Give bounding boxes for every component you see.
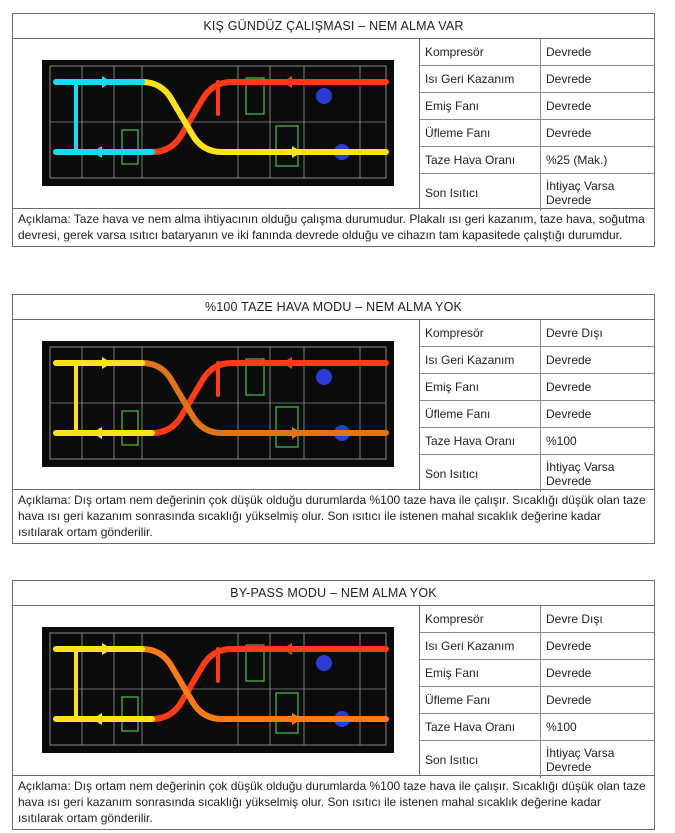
property-value: Devrede: [541, 633, 655, 660]
ahu-flow-diagram: [42, 341, 394, 467]
property-value: Devrede: [541, 660, 655, 687]
property-value: İhtiyaç Varsa Devrede: [546, 745, 615, 774]
mode-description: Açıklama: Dış ortam nem değerinin çok düşük olduğu durumlarda %100 taze hava ile çalışır. Sıcaklığı düşük olan taze hava ısı geri kazanım sonrasında sıcaklığı yükselmiş olur. Son ısıtıcı ile istenen mahal sıcaklık değerine kadar ısıtılarak ortam gönderilir.: [18, 493, 646, 539]
mode-title: KIŞ GÜNDÜZ ÇALIŞMASI – NEM ALMA VAR: [13, 14, 654, 39]
property-value: Devrede: [541, 93, 655, 120]
property-label: Isı Geri Kazanım: [420, 347, 541, 374]
property-row: [420, 374, 654, 401]
property-row: [420, 174, 654, 212]
property-label: Kompresör: [420, 606, 541, 633]
properties-table: [420, 39, 654, 211]
diagram-background: [42, 341, 394, 467]
mode-panel-fresh-air: [12, 294, 655, 544]
property-label: Emiş Fanı: [420, 93, 541, 120]
property-row: [420, 401, 654, 428]
property-label: Taze Hava Oranı: [420, 714, 541, 741]
mode-title: %100 TAZE HAVA MODU – NEM ALMA YOK: [13, 295, 654, 320]
property-label: Isı Geri Kazanım: [420, 66, 541, 93]
property-label: Taze Hava Oranı: [420, 147, 541, 174]
property-value: Devrede: [541, 401, 655, 428]
property-row: [420, 39, 654, 66]
diagram-background: [42, 60, 394, 186]
property-row: [420, 633, 654, 660]
ahu-flow-diagram: [42, 60, 394, 186]
property-label: Emiş Fanı: [420, 660, 541, 687]
property-row: [420, 455, 654, 493]
property-row: [420, 347, 654, 374]
property-row: [420, 660, 654, 687]
property-value: İhtiyaç Varsa Devrede: [546, 459, 615, 488]
diagram-frame: [42, 627, 394, 753]
mode-panel-winter-day: [12, 13, 655, 247]
properties-table: [420, 320, 654, 492]
property-label: Üfleme Fanı: [420, 687, 541, 714]
mode-description: Açıklama: Dış ortam nem değerinin çok düşük olduğu durumlarda %100 taze hava ile çalışır. Sıcaklığı düşük olan taze hava ısı geri kazanım sonrasında sıcaklığı yükselmiş olur. Son ısıtıcı ile istenen mahal sıcaklık değerine kadar ısıtılarak ortam gönderilir.: [18, 779, 646, 825]
property-row: [420, 147, 654, 174]
mode-panel-bypass: [12, 580, 655, 830]
property-value: Devrede: [541, 374, 655, 401]
property-row: [420, 606, 654, 633]
property-value: Devre Dışı: [541, 606, 655, 633]
property-row: [420, 714, 654, 741]
property-row: [420, 120, 654, 147]
property-label: Emiş Fanı: [420, 374, 541, 401]
property-row: [420, 66, 654, 93]
property-label: Son Isıtıcı: [420, 455, 541, 493]
diagram-background: [42, 627, 394, 753]
property-value: Devre Dışı: [541, 320, 655, 347]
property-row: [420, 428, 654, 455]
property-value: Devrede: [541, 39, 655, 66]
property-row: [420, 93, 654, 120]
property-value: Devrede: [541, 120, 655, 147]
property-value: Devrede: [541, 687, 655, 714]
diagram-frame: [42, 341, 394, 467]
property-label: Isı Geri Kazanım: [420, 633, 541, 660]
mode-body: [13, 320, 654, 490]
property-label: Son Isıtıcı: [420, 174, 541, 212]
property-label: Son Isıtıcı: [420, 741, 541, 779]
property-value: Devrede: [541, 66, 655, 93]
property-label: Kompresör: [420, 39, 541, 66]
property-label: Üfleme Fanı: [420, 401, 541, 428]
property-value: %100: [541, 428, 655, 455]
property-value: Devrede: [541, 347, 655, 374]
property-label: Kompresör: [420, 320, 541, 347]
diagram-frame: [42, 60, 394, 186]
property-row: [420, 741, 654, 779]
property-value: %25 (Mak.): [541, 147, 655, 174]
property-label: Üfleme Fanı: [420, 120, 541, 147]
mode-title: BY-PASS MODU – NEM ALMA YOK: [13, 581, 654, 606]
diagram-cell: [13, 39, 420, 208]
properties-table: [420, 606, 654, 778]
property-row: [420, 320, 654, 347]
diagram-cell: [13, 606, 420, 775]
property-value: İhtiyaç Varsa Devrede: [546, 178, 615, 207]
property-label: Taze Hava Oranı: [420, 428, 541, 455]
mode-description: Açıklama: Taze hava ve nem alma ihtiyacının olduğu çalışma durumudur. Plakalı ısı geri kazanım, taze hava, soğutma devresi, gerek varsa ısıtıcı bataryanın ve iki fanında devrede olduğu ve cihazın tam kapasitede çalıştığı durumdur.: [18, 212, 645, 242]
mode-body: [13, 606, 654, 776]
diagram-cell: [13, 320, 420, 489]
property-value: %100: [541, 714, 655, 741]
ahu-flow-diagram: [42, 627, 394, 753]
mode-body: [13, 39, 654, 209]
property-row: [420, 687, 654, 714]
